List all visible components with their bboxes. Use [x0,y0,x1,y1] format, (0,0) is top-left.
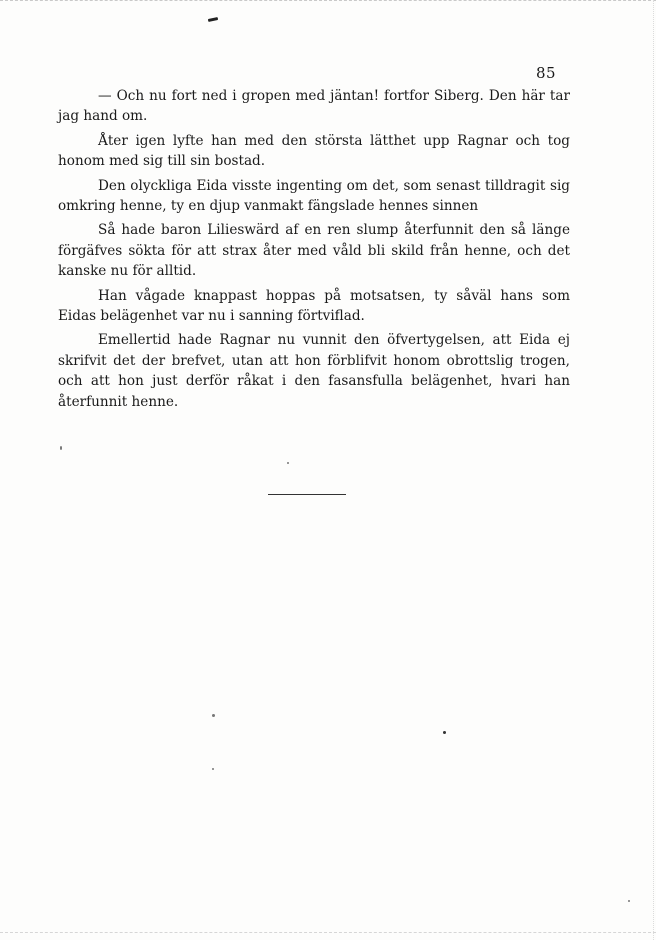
page-number: 85 [536,64,557,82]
section-divider [268,494,346,495]
paragraph: Åter igen lyfte han med den största lätthet upp Ragnar och tog honom med sig till sin bostad. [58,132,570,170]
paper-speck [212,714,215,717]
bottom-edge [0,932,656,934]
paragraph: Han vågade knappast hoppas på motsatsen, ty såväl hans som Eidas belägenhet var nu i sanning förtviflad. [58,287,570,325]
paper-speck [443,731,446,734]
paragraph: — Och nu fort ned i gropen med jäntan! fortfor Siberg. Den här tar jag hand om. [58,88,570,125]
top-edge [0,0,656,3]
right-edge [652,0,654,940]
paragraph: Emellertid hade Ragnar nu vunnit den öfvertygelsen, att Eida ej skrifvit det der brefvet, utan att hon förblifvit honom obrottslig trogen, och att hon just derför råkat i den fasansfulla belägenhet, hvari han återfunnit henne. [58,332,570,410]
paper-speck [60,446,62,450]
paragraph: Den olyckliga Eida visste ingenting om det, som senast tilldragit sig omkring henne, ty en djup vanmakt fängslade hennes sinnen [58,177,570,215]
body-text [58,86,570,416]
ink-smudge [208,17,218,22]
paper-speck [628,900,630,902]
paper-speck [212,768,214,770]
paragraph: Så hade baron Lilieswärd af en ren slump återfunnit den så länge förgäfves sökta för att strax åter med våld bli skild från henne, och det kanske nu för alltid. [58,222,570,280]
paper-speck [287,462,289,464]
